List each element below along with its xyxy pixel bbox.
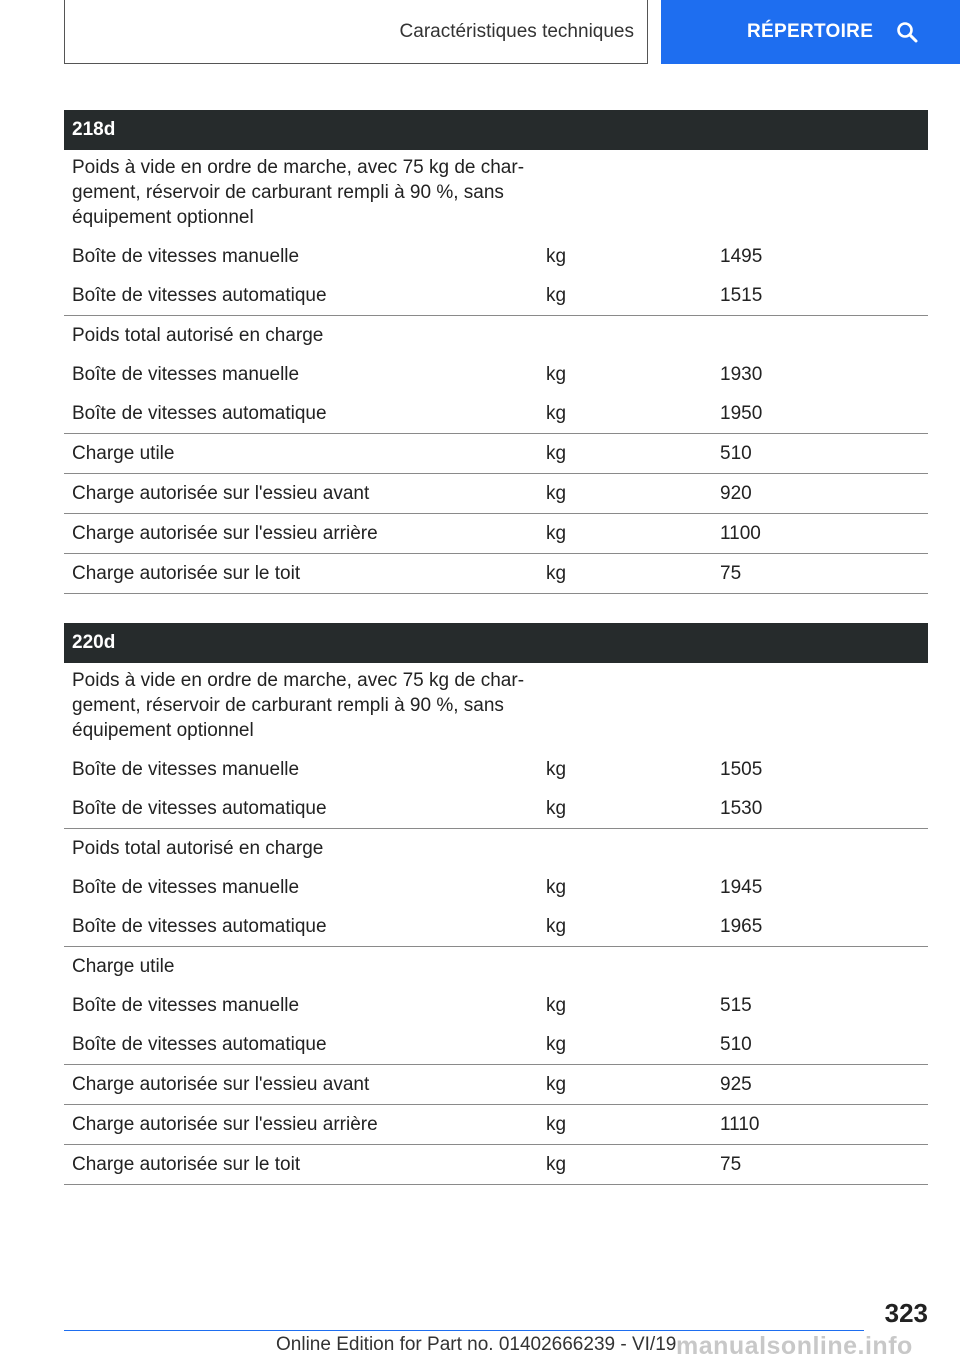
page-number: 323 (884, 1298, 928, 1328)
row-unit: kg (546, 1154, 567, 1175)
row-value (720, 323, 920, 348)
row-value: 1515 (720, 285, 763, 306)
row-unit: kg (546, 995, 567, 1016)
table-row (64, 237, 928, 276)
row-label: Charge autorisée sur l'essieu avant (72, 1074, 370, 1095)
table-row (64, 433, 928, 473)
section-title: Caractéristiques techniques (399, 20, 634, 42)
edition-footer: Online Edition for Part no. 01402666239 - VI/19 (276, 1334, 677, 1355)
row-label: Charge autorisée sur l'essieu arrière (72, 1114, 378, 1135)
row-value: 920 (720, 483, 752, 504)
row-unit (546, 323, 720, 348)
row-label: Charge autorisée sur le toit (72, 1154, 301, 1175)
table-row (64, 1025, 928, 1064)
search-icon (895, 20, 919, 44)
row-label: Charge autorisée sur l'essieu avant (72, 483, 370, 504)
table-row (64, 553, 928, 594)
row-label: Poids total autorisé en charge (72, 838, 324, 859)
row-value: 1530 (720, 798, 763, 819)
row-value: 1945 (720, 877, 763, 898)
footer-divider (64, 1330, 864, 1331)
row-unit (546, 954, 720, 979)
row-label: Charge utile (72, 956, 175, 977)
row-value: 1930 (720, 364, 763, 385)
row-value: 1110 (720, 1114, 760, 1135)
table-row (64, 663, 928, 750)
table-row (64, 828, 928, 868)
spec-table-220d (64, 623, 928, 1185)
row-value: 1965 (720, 916, 763, 937)
table-row (64, 986, 928, 1025)
row-unit (546, 836, 720, 861)
row-label: Boîte de vitesses automatique (72, 1034, 327, 1055)
row-value: 75 (720, 563, 742, 584)
row-unit: kg (546, 403, 567, 424)
row-value: 1950 (720, 403, 763, 424)
row-unit (546, 155, 720, 230)
table-row (64, 868, 928, 907)
row-value: 510 (720, 443, 752, 464)
index-button-label: RÉPERTOIRE (747, 21, 874, 42)
row-unit: kg (546, 246, 567, 267)
row-value: 925 (720, 1074, 752, 1095)
row-unit (546, 668, 720, 743)
row-value (720, 836, 920, 861)
index-button[interactable] (661, 0, 960, 64)
row-label: Poids à vide en ordre de marche, avec 75 kg de char- gement, réservoir de carburant rempli à 90 %, sans équipement optionnel (72, 157, 525, 228)
table-row (64, 1064, 928, 1104)
row-label: Boîte de vitesses automatique (72, 916, 327, 937)
row-label: Poids à vide en ordre de marche, avec 75 kg de char- gement, réservoir de carburant rempli à 90 %, sans équipement optionnel (72, 670, 525, 741)
watermark: manualsonline.info (676, 1332, 913, 1360)
table-heading: 218d (64, 110, 928, 150)
row-unit: kg (546, 523, 567, 544)
row-unit: kg (546, 483, 567, 504)
row-label: Boîte de vitesses manuelle (72, 877, 300, 898)
row-unit: kg (546, 285, 567, 306)
row-unit: kg (546, 798, 567, 819)
table-row (64, 907, 928, 946)
row-value: 1495 (720, 246, 763, 267)
row-unit: kg (546, 563, 567, 584)
table-row (64, 1104, 928, 1144)
row-value (720, 954, 920, 979)
row-unit: kg (546, 1074, 567, 1095)
row-unit: kg (546, 1034, 567, 1055)
row-value: 75 (720, 1154, 742, 1175)
table-row (64, 150, 928, 237)
table-row (64, 276, 928, 315)
row-label: Boîte de vitesses manuelle (72, 995, 300, 1016)
spec-table-218d (64, 110, 928, 594)
table-row (64, 355, 928, 394)
row-label: Boîte de vitesses automatique (72, 403, 327, 424)
row-label: Boîte de vitesses manuelle (72, 759, 300, 780)
row-label: Charge autorisée sur le toit (72, 563, 301, 584)
row-label: Boîte de vitesses automatique (72, 798, 327, 819)
row-label: Poids total autorisé en charge (72, 325, 324, 346)
row-value: 510 (720, 1034, 752, 1055)
row-unit: kg (546, 1114, 567, 1135)
row-value (720, 668, 920, 743)
table-row (64, 473, 928, 513)
table-row (64, 750, 928, 789)
table-heading: 220d (64, 623, 928, 663)
row-unit: kg (546, 916, 567, 937)
section-title-box (64, 0, 648, 64)
table-row (64, 946, 928, 986)
table-row (64, 315, 928, 355)
table-row (64, 513, 928, 553)
row-value: 1100 (720, 523, 761, 544)
row-unit: kg (546, 364, 567, 385)
row-unit: kg (546, 759, 567, 780)
table-row (64, 789, 928, 828)
table-row (64, 394, 928, 433)
row-label: Charge utile (72, 443, 175, 464)
row-value (720, 155, 920, 230)
row-value: 1505 (720, 759, 763, 780)
row-label: Boîte de vitesses manuelle (72, 246, 300, 267)
row-unit: kg (546, 443, 567, 464)
row-label: Boîte de vitesses automatique (72, 285, 327, 306)
row-label: Boîte de vitesses manuelle (72, 364, 300, 385)
table-row (64, 1144, 928, 1185)
row-value: 515 (720, 995, 752, 1016)
row-unit: kg (546, 877, 567, 898)
row-label: Charge autorisée sur l'essieu arrière (72, 523, 378, 544)
